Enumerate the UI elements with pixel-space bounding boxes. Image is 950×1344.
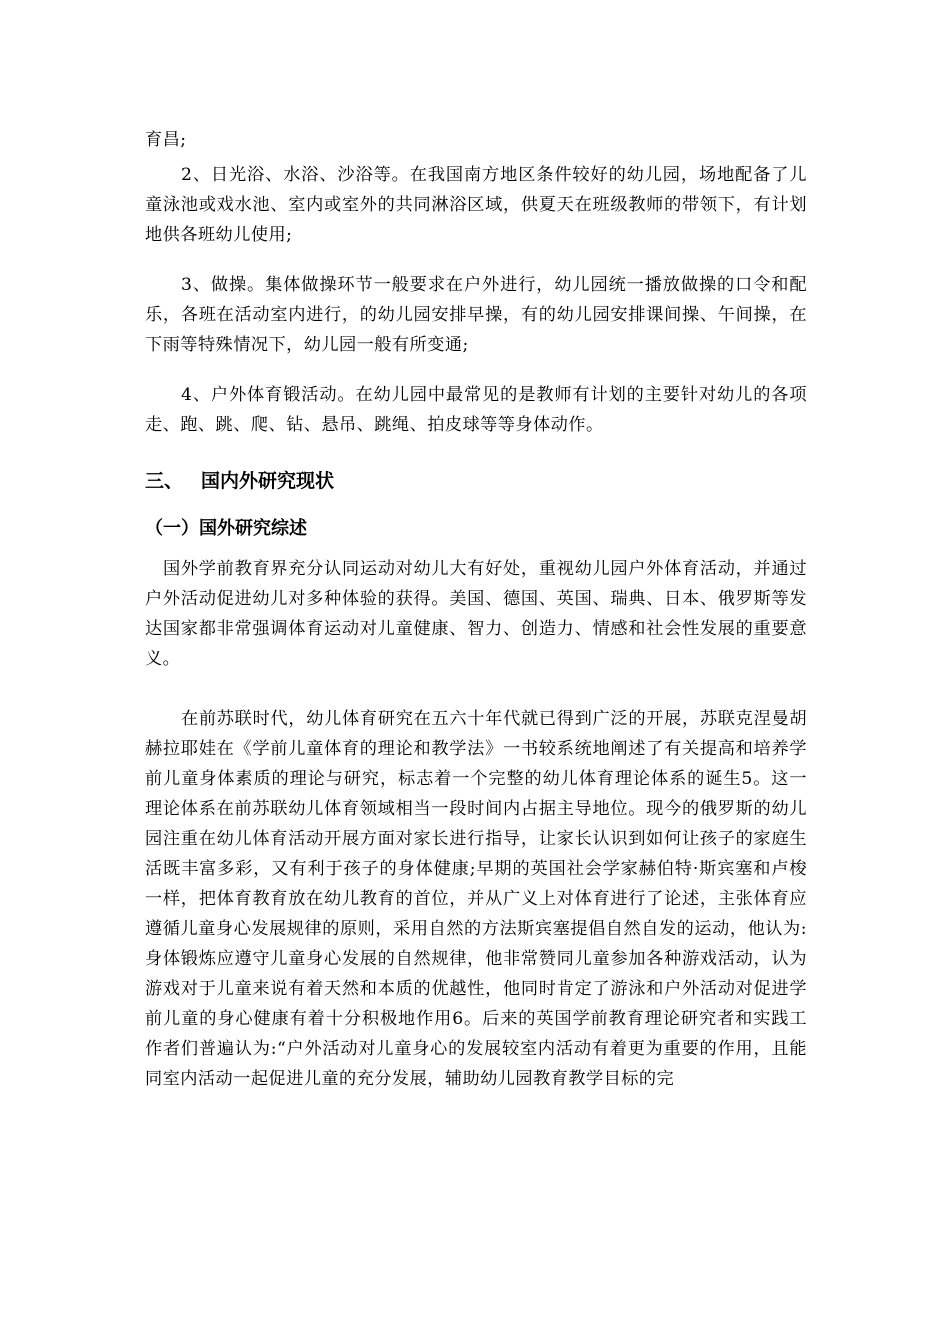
paragraph-soviet-research: 在前苏联时代，幼儿体育研究在五六十年代就已得到广泛的开展，苏联克涅曼胡赫拉耶娃在《学前儿童体育的理论和教学法》一书较系统地阐述了有关提高和培养学前儿童身体素质的理论与研究，标志着一个完整的幼儿体育理论体系的诞生5。这一理论体系在前苏联幼儿体育领域相当一段时间内占据主导地位。现今的俄罗斯的幼儿园注重在幼儿体育活动开展方面对家长进行指导，让家长认识到如何让孩子的家庭生活既丰富多彩，又有利于孩子的身体健康;早期的英国社会学家赫伯特·斯宾塞和卢梭一样，把体育教育放在幼儿教育的首位，并从广义上对体育进行了论述，主张体育应遵循儿童身心发展规律的原则，采用自然的方法斯宾塞提倡自然自发的运动，他认为:身体锻炼应遵守儿童身心发展的自然规律，他非常赞同儿童参加各种游戏活动，认为游戏对于儿童来说有着天然和本质的优越性，他同时肯定了游泳和户外活动对促进学前儿童的身心健康有着十分积极地作用6。后来的英国学前教育理论研究者和实践工作者们普遍认为:“户外活动对儿童身心的发展较室内活动有着更为重要的作用，且能同室内活动一起促进儿童的充分发展，辅助幼儿园教育教学目标的完 [145,709,807,1089]
section-heading [145,466,334,496]
paragraph-item-4: 4、户外体育锻活动。在幼儿园中最常见的是教师有计划的主要针对幼儿的各项走、跑、跳、爬、钻、悬吊、跳绳、拍皮球等等身体动作。 [145,385,807,435]
subsection-heading: （一）国外研究综述 [145,518,307,539]
paragraph-foreign-overview: 国外学前教育界充分认同运动对幼儿大有好处，重视幼儿园户外体育活动，并通过户外活动促进幼儿对多种体验的获得。美国、德国、英国、瑞典、日本、俄罗斯等发达国家都非常强调体育运动对儿童健康、智力、创造力、情感和社会性发展的重要意义。 [145,559,807,669]
paragraph-item-3: 3、做操。集体做操环节一般要求在户外进行，幼儿园统一播放做操的口令和配乐，各班在活动室内进行，的幼儿园安排早操，有的幼儿园安排课间操、午间操，在下雨等特殊情况下，幼儿园一般有所变通; [145,275,807,355]
paragraph-item-2: 2、日光浴、水浴、沙浴等。在我国南方地区条件较好的幼儿园，场地配备了儿童泳池或戏水池、室内或室外的共同淋浴区域，供夏天在班级教师的带领下，有计划地供各班幼儿使用; [145,165,807,245]
section-title: 国内外研究现状 [201,470,335,492]
section-number: 三、 [145,470,184,492]
paragraph-continuation: 育昌; [145,130,187,150]
